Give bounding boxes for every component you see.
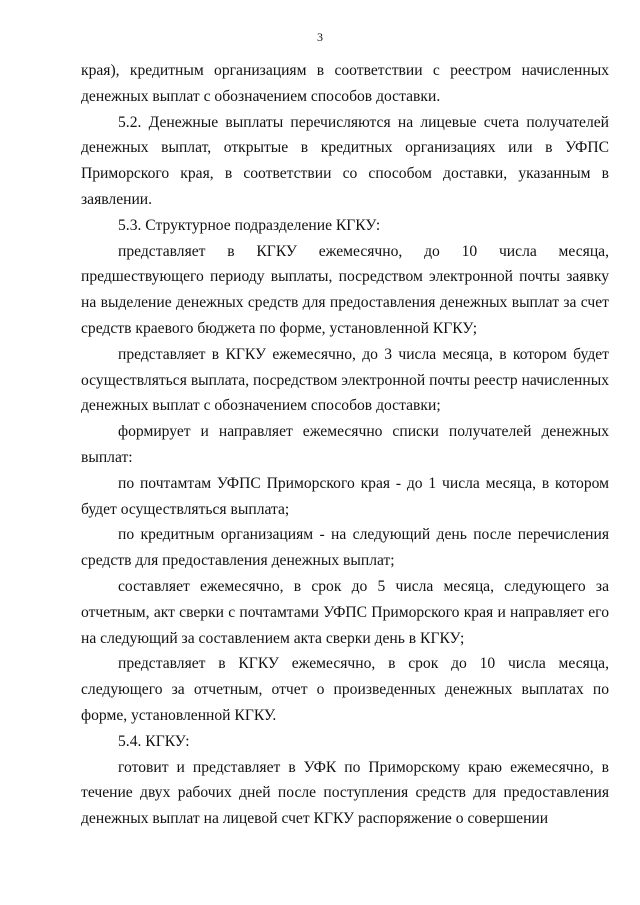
document-body (81, 58, 609, 832)
page-number: 3 (317, 30, 323, 44)
paragraph-5-3-item-request: представляет в КГКУ ежемесячно, до 10 числа месяца, предшествующего периоду выплаты, посредством электронной почты заявку на выделение денежных средств для предоставления денежных выплат за счет средств краевого бюджета по форме, установленной КГКУ; (81, 242, 609, 337)
paragraph-5-3-item-lists: формирует и направляет ежемесячно списки получателей денежных выплат: (81, 423, 609, 466)
paragraph-5-3-item-report: представляет в КГКУ ежемесячно, в срок до 10 числа месяца, следующего за отчетным, отчет о произведенных денежных выплатах по форме, установленной КГКУ. (81, 655, 609, 724)
paragraph-5-3-heading: 5.3. Структурное подразделение КГКУ: (118, 216, 381, 234)
paragraph-5-3-item-credit-orgs: по кредитным организациям - на следующий день после перечисления средств для предоставления денежных выплат; (81, 526, 609, 570)
paragraph-5-4-item-order: готовит и представляет в УФК по Приморскому краю ежемесячно, в течение двух рабочих дней после поступления средств для предоставления денежных выплат на лицевой счет КГКУ распоряжение о совершении (81, 758, 609, 828)
paragraph-continuation: края), кредитным организациям в соответствии с реестром начисленных денежных выплат с обозначением способов доставки. (81, 62, 609, 105)
paragraph-5-3-item-reconciliation: составляет ежемесячно, в срок до 5 числа месяца, следующего за отчетным, акт сверки с почтамтами УФПС Приморского края и направляет его на следующий за составлением акта сверки день в КГКУ; (81, 577, 609, 647)
paragraph-5-3-item-post-offices: по почтамтам УФПС Приморского края - до 1 числа месяца, в котором будет осуществляться выплата; (81, 474, 609, 518)
paragraph-5-3-item-registry: представляет в КГКУ ежемесячно, до 3 числа месяца, в котором будет осуществляться выплата, посредством электронной почты реестр начисленных денежных выплат с обозначением способов доставки; (81, 345, 609, 415)
paragraph-5-2: 5.2. Денежные выплаты перечисляются на лицевые счета получателей денежных выплат, открытые в кредитных организациях или в УФПС Приморского края, в соответствии со способом доставки, указанным в заявлении. (81, 113, 609, 208)
paragraph-5-4-heading: 5.4. КГКУ: (118, 732, 190, 750)
